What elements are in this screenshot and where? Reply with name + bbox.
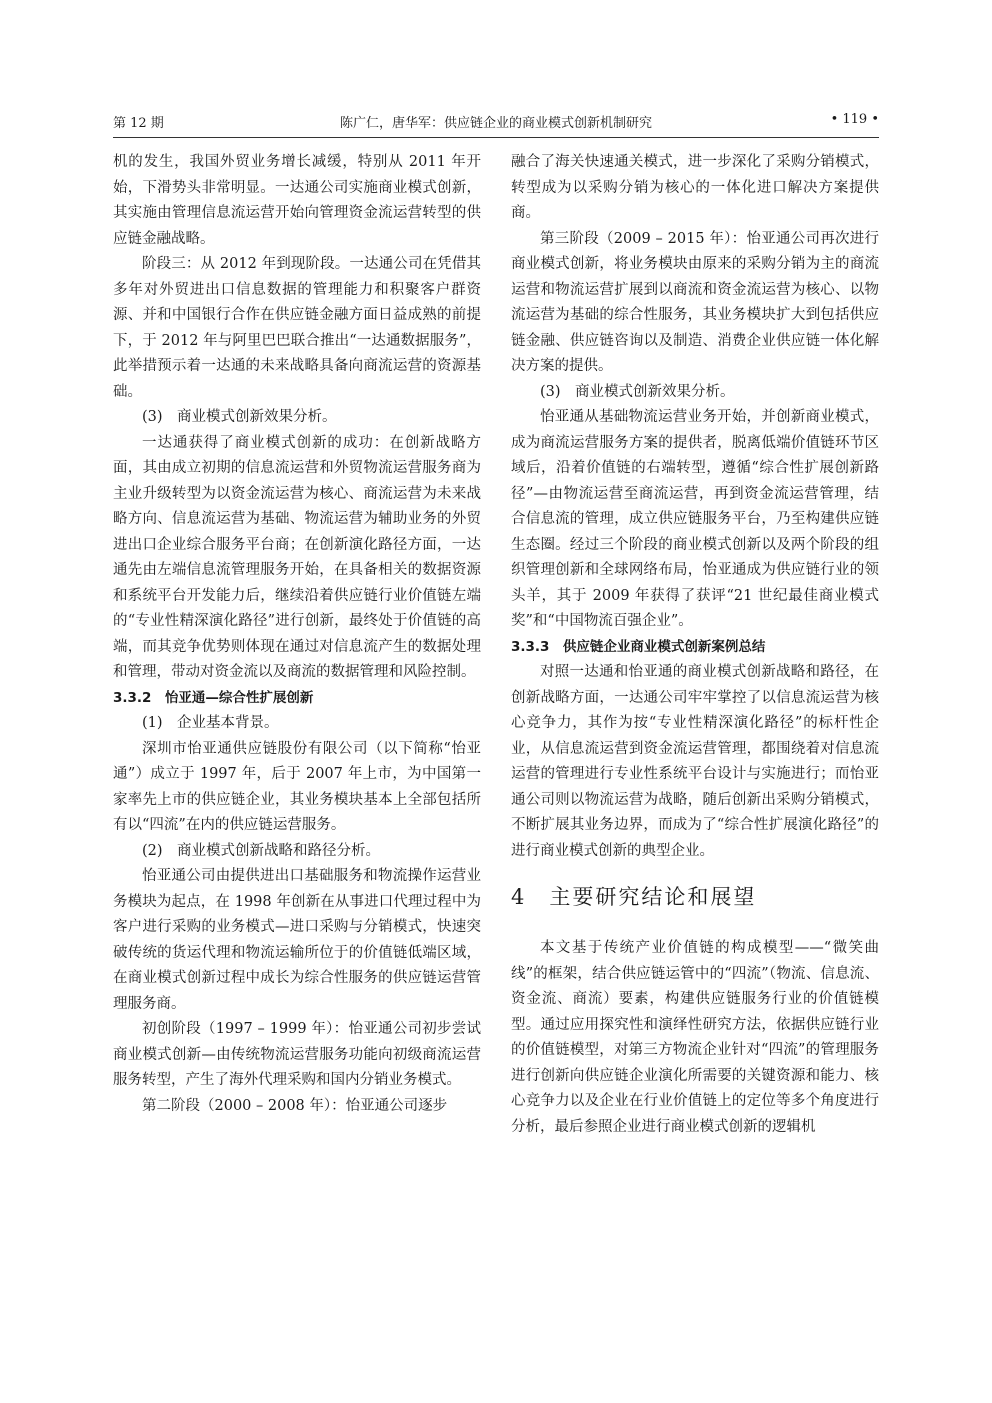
running-title: 陈广仁，唐华军：供应链企业的商业模式创新机制研究 xyxy=(339,116,652,131)
paragraph: 对照一达通和怡亚通的商业模式创新战略和路径，在创新战略方面，一达通公司牢牢掌控了以信息流运营为核心竞争力，其作为按“专业性精深演化路径”的标杆性企业，从信息流运营到资金流运营管理，都围绕着对信息流运营的管理进行专业性系统平台设计与实施进行；而怡亚通公司则以物流运营为战略，随后创新出采购分销模式，不断扩展其业务边界，而成为了“综合性扩展演化路径”的进行商业模式创新的典型企业。 xyxy=(511,664,879,859)
paragraph: 第二阶段（2000 – 2008 年）：怡亚通公司逐步 xyxy=(142,1097,448,1114)
list-heading: (1) 企业基本背景。 xyxy=(142,715,279,731)
paragraph: 怡亚通公司由提供进出口基础服务和物流操作运营业务模块为起点，在 1998 年创新在从事进口代理过程中为客户进行采购的业务模式—进口采购与分销模式，快速突破传统的货运代理和物流运输所位于的价值链低端区域，在商业模式创新过程中成长为综合性服务的供应链运营管理服务商。 xyxy=(113,868,481,1012)
left-column xyxy=(113,150,481,1119)
list-heading: (3) 商业模式创新效果分析。 xyxy=(142,409,337,425)
page-number: • 119 • xyxy=(830,112,879,127)
paragraph: 第三阶段（2009 – 2015 年）：怡亚通公司再次进行商业模式创新，将业务模块由原来的采购分销为主的商流运营和物流运营扩展到以商流和资金流运营为核心、以物流运营为基础的综合性服务，其业务模块扩大到包括供应链金融、供应链咨询以及制造、消费企业供应链一体化解决方案的提供。 xyxy=(511,230,879,374)
paragraph: 初创阶段（1997 – 1999 年）：怡亚通公司初步尝试商业模式创新—由传统物流运营服务功能向初级商流运营服务转型，产生了海外代理采购和国内分销业务模式。 xyxy=(113,1021,481,1088)
list-heading: (2) 商业模式创新战略和路径分析。 xyxy=(142,842,381,859)
running-header xyxy=(113,112,879,134)
paragraph: 融合了海关快速通关模式，进一步深化了采购分销模式，转型成为以采购分销为核心的一体化进口解决方案提供商。 xyxy=(511,154,879,221)
list-heading: (3) 商业模式创新效果分析。 xyxy=(540,383,735,400)
paragraph: 阶段三：从 2012 年到现阶段。一达通公司在凭借其多年对外贸进出口信息数据的管理能力和积聚客户群资源、并和中国银行合作在供应链金融方面日益成熟的前提下，于 2012 年与阿里巴巴联合推出“一达通数据服务”，此举措预示着一达通的未来战略具备向商流运营的资源基础。 xyxy=(113,256,481,400)
paragraph: 深圳市怡亚通供应链股份有限公司（以下简称“怡亚通”）成立于 1997 年，后于 2007 年上市，为中国第一家率先上市的供应链企业，其业务模块基本上全部包括所有以“四流”在内的供应链运营服务。 xyxy=(113,740,481,833)
section-heading: 3.3.2 怡亚通—综合性扩展创新 xyxy=(113,689,314,706)
chapter-heading: 4 主要研究结论和展望 xyxy=(511,885,757,909)
paragraph: 一达通获得了商业模式创新的成功：在创新战略方面，其由成立初期的信息流运营和外贸物流运营服务商为主业升级转型为以资金流运营为核心、商流运营为未来战略方向、信息流运营为基础、物流运营为辅助业务的外贸进出口企业综合服务平台商；在创新演化路径方面，一达通先由左端信息流管理服务开始，在具备相关的数据资源和系统平台开发能力后，继续沿着供应链行业价值链左端的“专业性精深演化路径”进行创新，最终处于价值链的高端，而其竞争优势则体现在通过对信息流产生的数据处理和管理，带动对资金流以及商流的数据管理和风险控制。 xyxy=(113,434,481,680)
right-column xyxy=(511,150,879,1140)
paragraph: 机的发生，我国外贸业务增长减缓，特别从 2011 年开始，下滑势头非常明显。一达通公司实施商业模式创新，其实施由管理信息流运营开始向管理资金流运营转型的供应链金融战略。 xyxy=(113,154,481,247)
section-heading: 3.3.3 供应链企业商业模式创新案例总结 xyxy=(511,638,766,655)
issue-number: 第 12 期 xyxy=(113,116,164,131)
paragraph: 本文基于传统产业价值链的构成模型——“微笑曲线”的框架，结合供应链运管中的“四流”（物流、信息流、资金流、商流）要素，构建供应链服务行业的价值链模型。通过应用探究性和演绎性研究方法，依据供应链行业的价值链模型，对第三方物流企业针对“四流”的管理服务进行创新向供应链企业演化所需要的关键资源和能力、核心竞争力以及企业在行业价值链上的定位等多个角度进行分析，最后参照企业进行商业模式创新的逻辑机 xyxy=(511,940,879,1135)
paragraph: 怡亚通从基础物流运营业务开始，并创新商业模式，成为商流运营服务方案的提供者，脱离低端价值链环节区域后，沿着价值链的右端转型，遵循“综合性扩展创新路径”—由物流运营至商流运营，再到资金流运营管理，结合信息流的管理，成立供应链服务平台，乃至构建供应链生态圈。经过三个阶段的商业模式创新以及两个阶段的组织管理创新和全球网络布局，怡亚通成为供应链行业的领头羊，其于 2009 年获得了获评“21 世纪最佳商业模式奖”和“中国物流百强企业”。 xyxy=(511,409,879,629)
header-rule xyxy=(113,137,879,138)
